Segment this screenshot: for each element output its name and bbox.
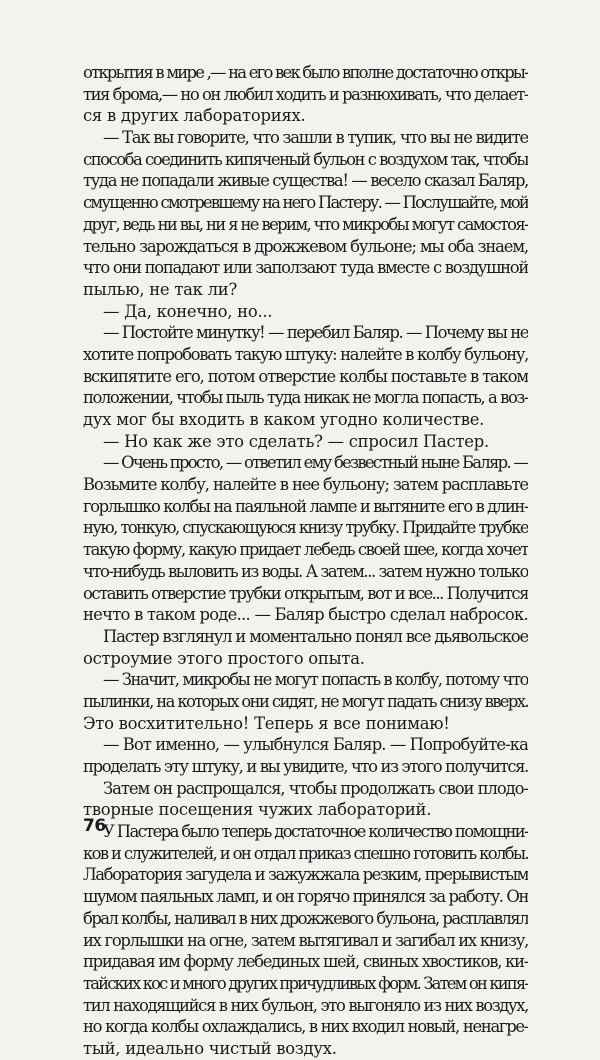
text-line: Это восхитительно! Теперь я все понимаю!	[83, 713, 450, 733]
text-line: тельно зарождаться в дрожжевом бульоне; мы оба знаем,	[83, 236, 528, 256]
text-line: но когда колбы охлаждались, в них входил новый, ненагре-	[83, 1017, 528, 1037]
text-line: — Вот именно, — улыбнулся Баляр. — Попробуйте-ка	[103, 735, 528, 755]
text-line: нечто в таком роде... — Баляр быстро сделал набросок.	[83, 605, 528, 625]
text-line: горлышко колбы на паяльной лампе и вытяните его в длин-	[83, 496, 528, 516]
text-line: положении, чтобы пыль туда никак не могла попасть, а воз-	[83, 388, 528, 408]
text-line: ную, тонкую, спускающуюся книзу трубку. Придайте трубке	[83, 518, 528, 538]
text-line: туда не попадали живые существа! — весело сказал Баляр,	[83, 171, 528, 191]
page-number: 76	[83, 816, 106, 836]
text-line: придавая им форму лебединых шей, свиных хвостиков, ки-	[83, 952, 528, 972]
text-line: — Значит, микробы не могут попасть в колбу, потому что	[103, 670, 528, 690]
text-line: тайских кос и много других причудливых форм. Затем он кипя-	[83, 973, 528, 993]
text-line: друг, ведь ни вы, ни я не верим, что микробы могут самостоя-	[83, 214, 528, 234]
text-line: оставить отверстие трубки открытым, вот и все... Получится	[83, 583, 528, 603]
text-line: дух мог бы входить в каком угодно количестве.	[83, 410, 485, 429]
text-line: такую форму, какую придает лебедь своей шее, когда хочет	[83, 540, 528, 560]
text-line: тия брома,— но он любил ходить и разнюхивать, что делает-	[83, 84, 528, 104]
text-line: — Очень просто, — ответил ему безвестный ныне Баляр. —	[103, 453, 528, 473]
text-line: тил находящийся в них бульон, это выгоняло из них воздух,	[83, 995, 528, 1015]
text-line: Затем он распрощался, чтобы продолжать свои плодо-	[103, 778, 528, 798]
text-line: пылинки, на которых они сидят, не могут падать снизу вверх.	[83, 691, 528, 711]
text-line: их горлышки на огне, затем вытягивал и загибал их книзу,	[83, 930, 528, 950]
text-line: смущенно смотревшему на него Пастеру. — Послушайте, мой	[83, 193, 528, 213]
text-line: открытия в мире ,— на его век было вполне достаточно откры-	[83, 63, 528, 82]
text-line: — Но как же это сделать? — спросил Пастер.	[103, 431, 489, 451]
text-line: проделать эту штуку, и вы увидите, что из этого получится.	[83, 757, 528, 776]
text-line: творные посещения чужих лабораторий.	[83, 800, 432, 820]
text-line: шумом паяльных ламп, и он горячо принялся за работу. Он	[83, 887, 528, 907]
text-line: остроумие этого простого опыта.	[83, 648, 365, 668]
text-line: вскипятите его, потом отверстие колбы поставьте в таком	[83, 366, 528, 386]
text-line: что они попадают или заползают туда вместе с воздушной	[83, 258, 528, 278]
text-line: Пастер взглянул и моментально понял все дьявольское	[103, 626, 528, 646]
text-line: брал колбы, наливал в них дрожжевого бульона, расплавлял	[83, 908, 528, 928]
text-line: хотите попробовать такую штуку: налейте в колбу бульону,	[83, 344, 528, 364]
text-line: способа соединить кипяченый бульон с воздухом так, чтобы	[83, 149, 528, 169]
text-line: У Пастера было теперь достаточное количество помощни-	[103, 822, 528, 842]
text-line: — Да, конечно, но...	[103, 301, 273, 321]
text-line: ся в других лабораториях.	[83, 106, 306, 126]
text-line: — Постойте минутку! — перебил Баляр. — Почему вы не	[103, 323, 528, 343]
text-line: тый, идеально чистый воздух.	[83, 1038, 337, 1058]
text-line: — Так вы говорите, что зашли в тупик, что вы не видите	[103, 128, 528, 148]
text-line: Возьмите колбу, налейте в нее бульону; затем расплавьте	[83, 475, 528, 495]
text-line: пылью, не так ли?	[83, 279, 237, 299]
text-line: ков и служителей, и он отдал приказ спешно готовить колбы.	[83, 843, 528, 863]
text-line: Лаборатория загудела и зажужжала резким, прерывистым	[83, 865, 528, 885]
text-line: что-нибудь выловить из воды. А затем... затем нужно только	[83, 561, 528, 581]
